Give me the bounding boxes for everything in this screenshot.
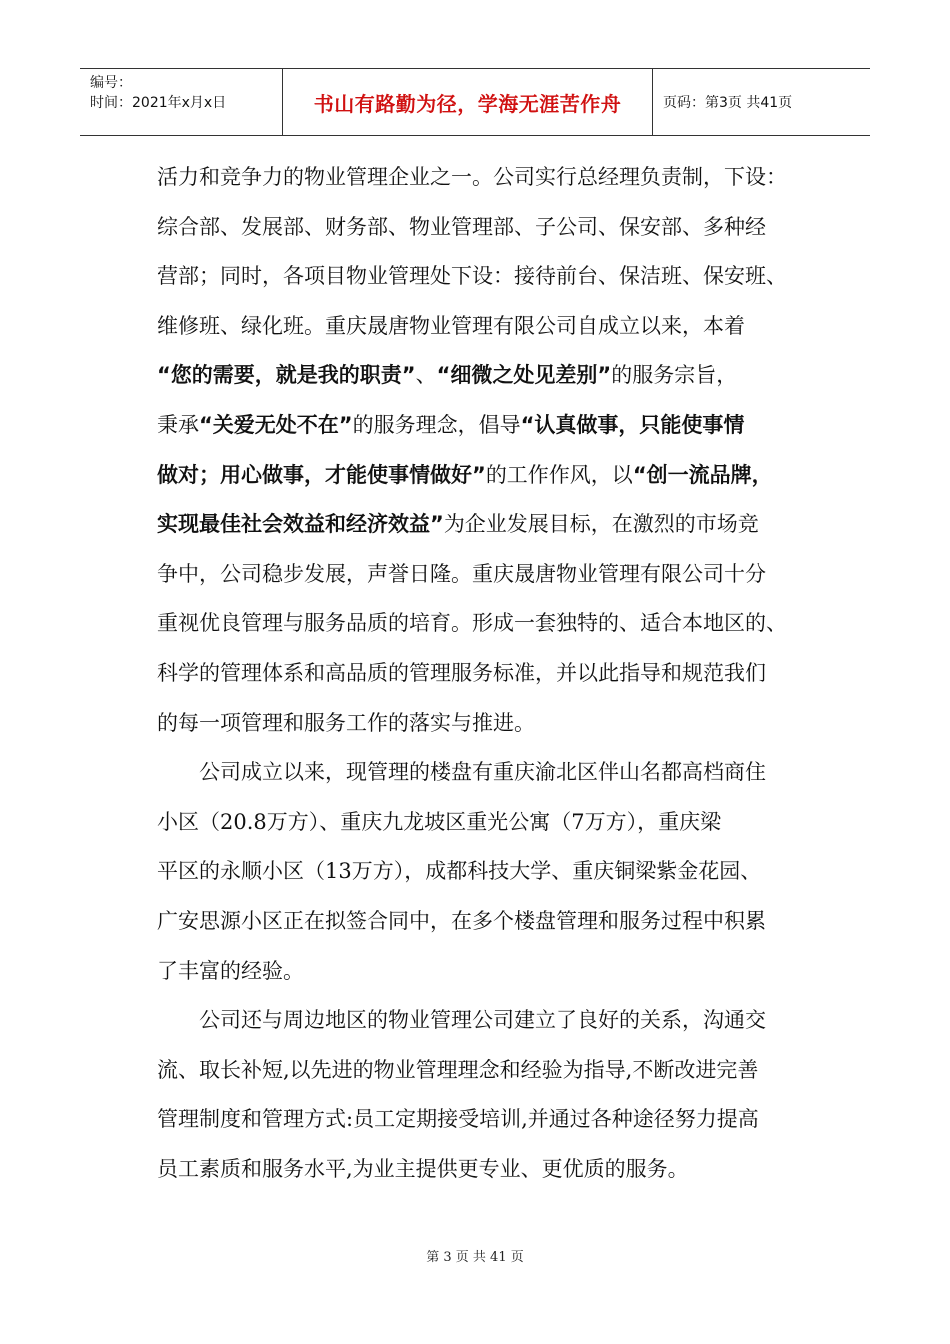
- text-line: [157, 451, 829, 501]
- text-segment: 公司还与周边地区的物业管理公司建立了良好的关系，沟通交: [199, 1008, 766, 1033]
- text-segment: 管理制度和管理方式:员工定期接受培训,并通过各种途径努力提高: [157, 1107, 759, 1132]
- text-line: [157, 351, 829, 401]
- text-segment: 科学的管理体系和高品质的管理服务标准，并以此指导和规范我们: [157, 660, 766, 685]
- text-segment: 综合部、发展部、财务部、物业管理部、子公司、保安部、多种经: [157, 214, 766, 239]
- text-segment: 平区的永顺小区（13万方），成都科技大学、重庆铜梁紫金花园、: [157, 859, 762, 884]
- text-segment: 的服务宗旨，: [611, 363, 738, 388]
- text-segment: 广安思源小区正在拟签合同中，在多个楼盘管理和服务过程中积累: [157, 908, 766, 933]
- text-line: [157, 897, 829, 947]
- bold-text-segment: “细微之处见差别”: [436, 363, 612, 388]
- text-segment: 秉承: [157, 412, 199, 437]
- bold-text-segment: “创一流品牌，: [632, 462, 773, 487]
- text-segment: 公司成立以来，现管理的楼盘有重庆渝北区伴山名都高档商住: [199, 760, 766, 785]
- document-number-label: 编号：: [90, 75, 132, 91]
- text-line: [157, 1095, 829, 1145]
- text-segment: 重视优良管理与服务品质的培育。形成一套独特的、适合本地区的、: [157, 611, 787, 636]
- text-segment: 活力和竞争力的物业管理企业之一。公司实行总经理负责制，下设：: [157, 165, 787, 189]
- text-line: [157, 699, 829, 749]
- text-line: [157, 599, 829, 649]
- text-segment: 流、取长补短,以先进的物业管理理念和经验为指导,不断改进完善: [157, 1057, 759, 1082]
- text-segment: 维修班、绿化班。重庆晟唐物业管理有限公司自成立以来，本着: [157, 313, 745, 338]
- text-line: [157, 500, 829, 550]
- bold-text-segment: “您的需要，就是我的职责”: [157, 363, 416, 388]
- document-date: 时间：2021年x月x日: [90, 95, 227, 111]
- text-line: [157, 153, 829, 203]
- text-line: [157, 401, 829, 451]
- text-line: [157, 252, 829, 302]
- bold-text-segment: “认真做事，只能使事情: [520, 412, 745, 437]
- text-segment: 小区（20.8万方）、重庆九龙坡区重光公寓（7万方），重庆梁: [157, 809, 722, 834]
- page-header: [80, 68, 870, 136]
- header-motto: 书山有路勤为径，学海无涯苦作舟: [283, 69, 653, 135]
- text-line: [157, 1046, 829, 1096]
- document-body: [157, 153, 829, 1194]
- text-segment: 的每一项管理和服务工作的落实与推进。: [157, 710, 535, 735]
- bold-text-segment: 做对；用心做事，才能使事情做好”: [157, 462, 486, 487]
- header-meta: [80, 69, 283, 135]
- text-line: [157, 798, 829, 848]
- text-line: [157, 649, 829, 699]
- page-footer: 第 3 页 共 41 页: [426, 1250, 524, 1265]
- text-segment: 员工素质和服务水平,为业主提供更专业、更优质的服务。: [157, 1156, 689, 1181]
- header-page-info: 页码：第3页 共41页: [663, 95, 793, 111]
- bold-text-segment: “关爱无处不在”: [199, 412, 353, 437]
- text-segment: 了丰富的经验。: [157, 958, 304, 983]
- text-line: [157, 1145, 829, 1195]
- text-line: [157, 550, 829, 600]
- text-segment: 为企业发展目标，在激烈的市场竞: [443, 512, 759, 537]
- text-line: [157, 302, 829, 352]
- text-line: [157, 996, 829, 1046]
- text-segment: 争中，公司稳步发展，声誉日隆。重庆晟唐物业管理有限公司十分: [157, 561, 766, 586]
- text-line: [157, 847, 829, 897]
- bold-text-segment: 实现最佳社会效益和经济效益”: [157, 512, 444, 537]
- text-segment: 、: [415, 363, 437, 388]
- text-line: [157, 748, 829, 798]
- text-line: [157, 947, 829, 997]
- text-segment: 的工作作风，以: [485, 462, 633, 487]
- text-segment: 的服务理念，倡导: [352, 412, 521, 437]
- text-segment: 营部；同时，各项目物业管理处下设：接待前台、保洁班、保安班、: [157, 264, 787, 289]
- text-line: [157, 203, 829, 253]
